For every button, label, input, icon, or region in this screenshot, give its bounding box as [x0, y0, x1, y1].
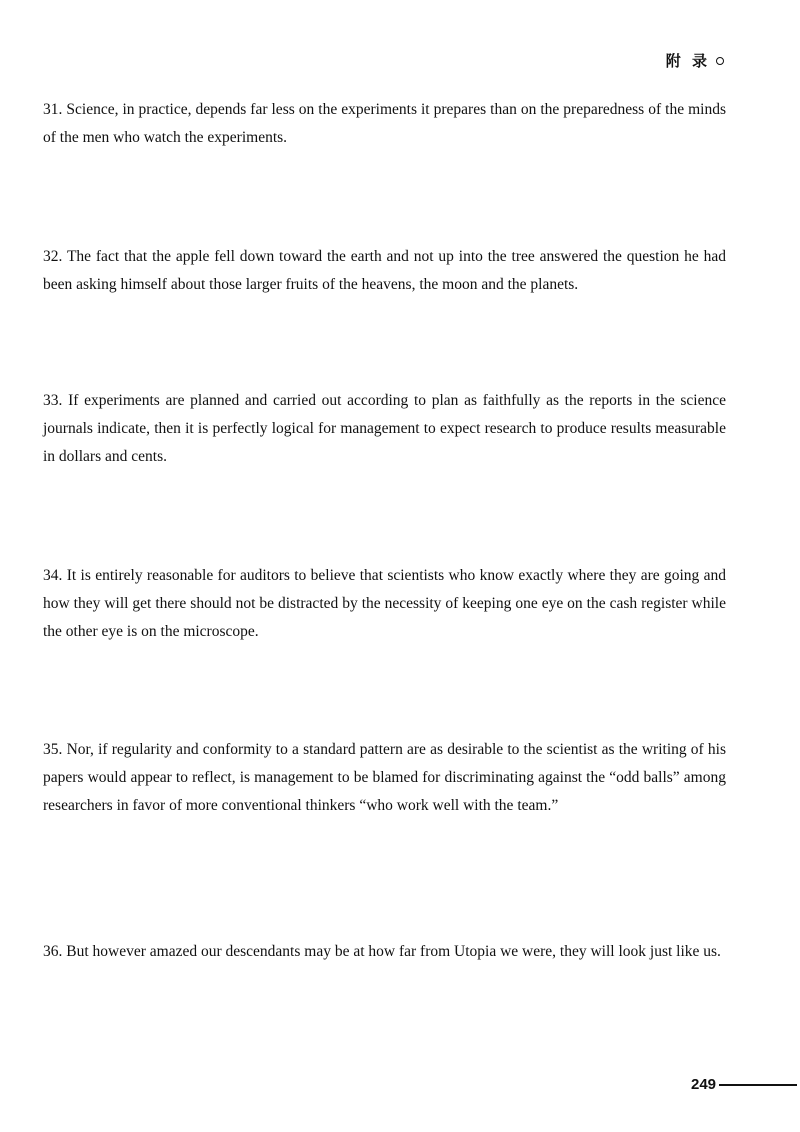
circle-ornament-icon	[716, 57, 724, 65]
sentence-number: 34.	[43, 567, 63, 584]
sentence-text: Science, in practice, depends far less on the experiments it prepares than on the preparedness of the minds of the men who watch the experiments.	[43, 101, 726, 146]
sentence-text: The fact that the apple fell down toward the earth and not up into the tree answered the question he had been asking himself about those larger fruits of the heavens, the moon and the planets.	[43, 248, 726, 293]
sentence-34	[43, 562, 726, 646]
sentence-number: 32.	[43, 248, 63, 265]
sentence-33	[43, 387, 726, 471]
sentence-36	[43, 938, 726, 966]
section-title: 附 录	[665, 52, 710, 70]
sentence-text: It is entirely reasonable for auditors to believe that scientists who know exactly where they are going and how they will get there should not be distracted by the necessity of keeping one eye on the cash register while the other eye is on the microscope.	[43, 567, 727, 640]
sentence-32	[43, 243, 726, 299]
sentence-text: Nor, if regularity and conformity to a standard pattern are as desirable to the scientist as the writing of his papers would appear to reflect, is management to be blamed for discriminating against the “odd balls” among researchers in favor of more conventional thinkers “who work well with the team.”	[43, 741, 726, 814]
sentence-number: 35.	[43, 741, 63, 758]
sentence-31	[43, 96, 726, 152]
running-header	[666, 50, 724, 71]
sentence-text: But however amazed our descendants may be at how far from Utopia we were, they will look just like us.	[66, 943, 721, 960]
page-footer	[691, 1076, 797, 1093]
sentence-number: 33.	[43, 392, 63, 409]
sentence-number: 36.	[43, 943, 63, 960]
sentence-number: 31.	[43, 101, 63, 118]
sentence-text: If experiments are planned and carried out according to plan as faithfully as the reports in the science journals indicate, then it is perfectly logical for management to expect research to produce results measurable in dollars and cents.	[43, 392, 727, 465]
page-number: 249	[691, 1076, 717, 1093]
sentence-35	[43, 736, 726, 820]
footer-rule	[719, 1084, 797, 1086]
